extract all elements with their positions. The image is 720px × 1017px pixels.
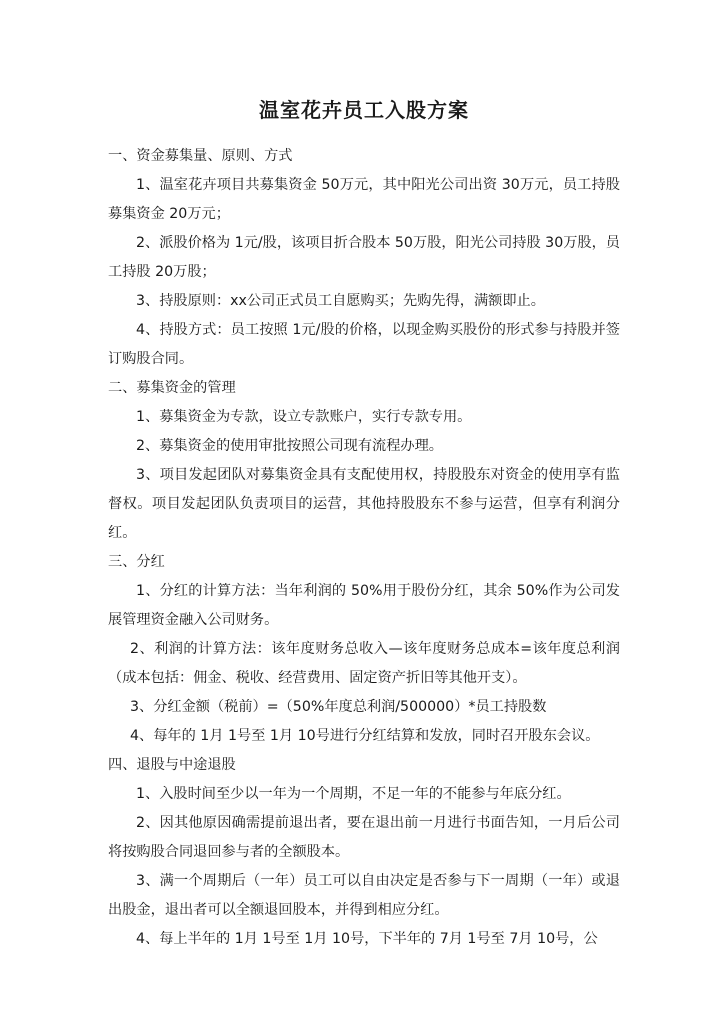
paragraph: 1、分红的计算方法：当年利润的 50%用于股份分红，其余 50%作为公司发展管理资金融入公司财务。 xyxy=(108,583,620,628)
paragraph: 4、每上半年的 1月 1号至 1月 10号，下半年的 7月 1号至 7月 10号，公 xyxy=(136,931,598,947)
paragraph: 3、项目发起团队对募集资金具有支配使用权，持股股东对资金的使用享有监督权。项目发起团队负责项目的运营，其他持股股东不参与运营，但享有利润分红。 xyxy=(108,467,620,541)
document-title: 温室花卉员工入股方案 xyxy=(259,98,469,122)
paragraph: 2、因其他原因确需提前退出者，要在退出前一月进行书面告知，一月后公司将按购股合同退回参与者的全额股本。 xyxy=(108,815,620,860)
section-heading-3: 三、分红 xyxy=(108,554,165,570)
paragraph: 4、持股方式：员工按照 1元/股的价格，以现金购买股份的形式参与持股并签订购股合同。 xyxy=(108,322,620,367)
document-body xyxy=(108,142,620,954)
paragraph: 3、持股原则：xx公司正式员工自愿购买；先购先得，满额即止。 xyxy=(136,293,545,309)
section-heading-1: 一、资金募集量、原则、方式 xyxy=(108,148,293,164)
paragraph: 3、满一个周期后（一年）员工可以自由决定是否参与下一周期（一年）或退出股金，退出者可以全额退回股本，并得到相应分红。 xyxy=(108,873,620,918)
paragraph: 1、入股时间至少以一年为一个周期，不足一年的不能参与年底分红。 xyxy=(136,786,571,802)
paragraph: 2、派股价格为 1元/股，该项目折合股本 50万股，阳光公司持股 30万股，员工持股 20万股； xyxy=(108,235,620,280)
paragraph: 2、利润的计算方法：该年度财务总收入—该年度财务总成本=该年度总利润（成本包括：佣金、税收、经营费用、固定资产折旧等其他开支）。 xyxy=(108,641,620,686)
paragraph: 3、分红金额（税前）=（50%年度总利润/500000）*员工持股数 xyxy=(130,699,547,715)
paragraph: 2、募集资金的使用审批按照公司现有流程办理。 xyxy=(136,438,443,454)
paragraph: 1、温室花卉项目共募集资金 50万元，其中阳光公司出资 30万元，员工持股募集资金 20万元； xyxy=(108,177,620,222)
section-heading-2: 二、募集资金的管理 xyxy=(108,380,236,396)
section-heading-4: 四、退股与中途退股 xyxy=(108,757,236,773)
paragraph: 1、募集资金为专款，设立专款账户，实行专款专用。 xyxy=(136,409,472,425)
paragraph: 4、每年的 1月 1号至 1月 10号进行分红结算和发放，同时召开股东会议。 xyxy=(130,728,600,744)
